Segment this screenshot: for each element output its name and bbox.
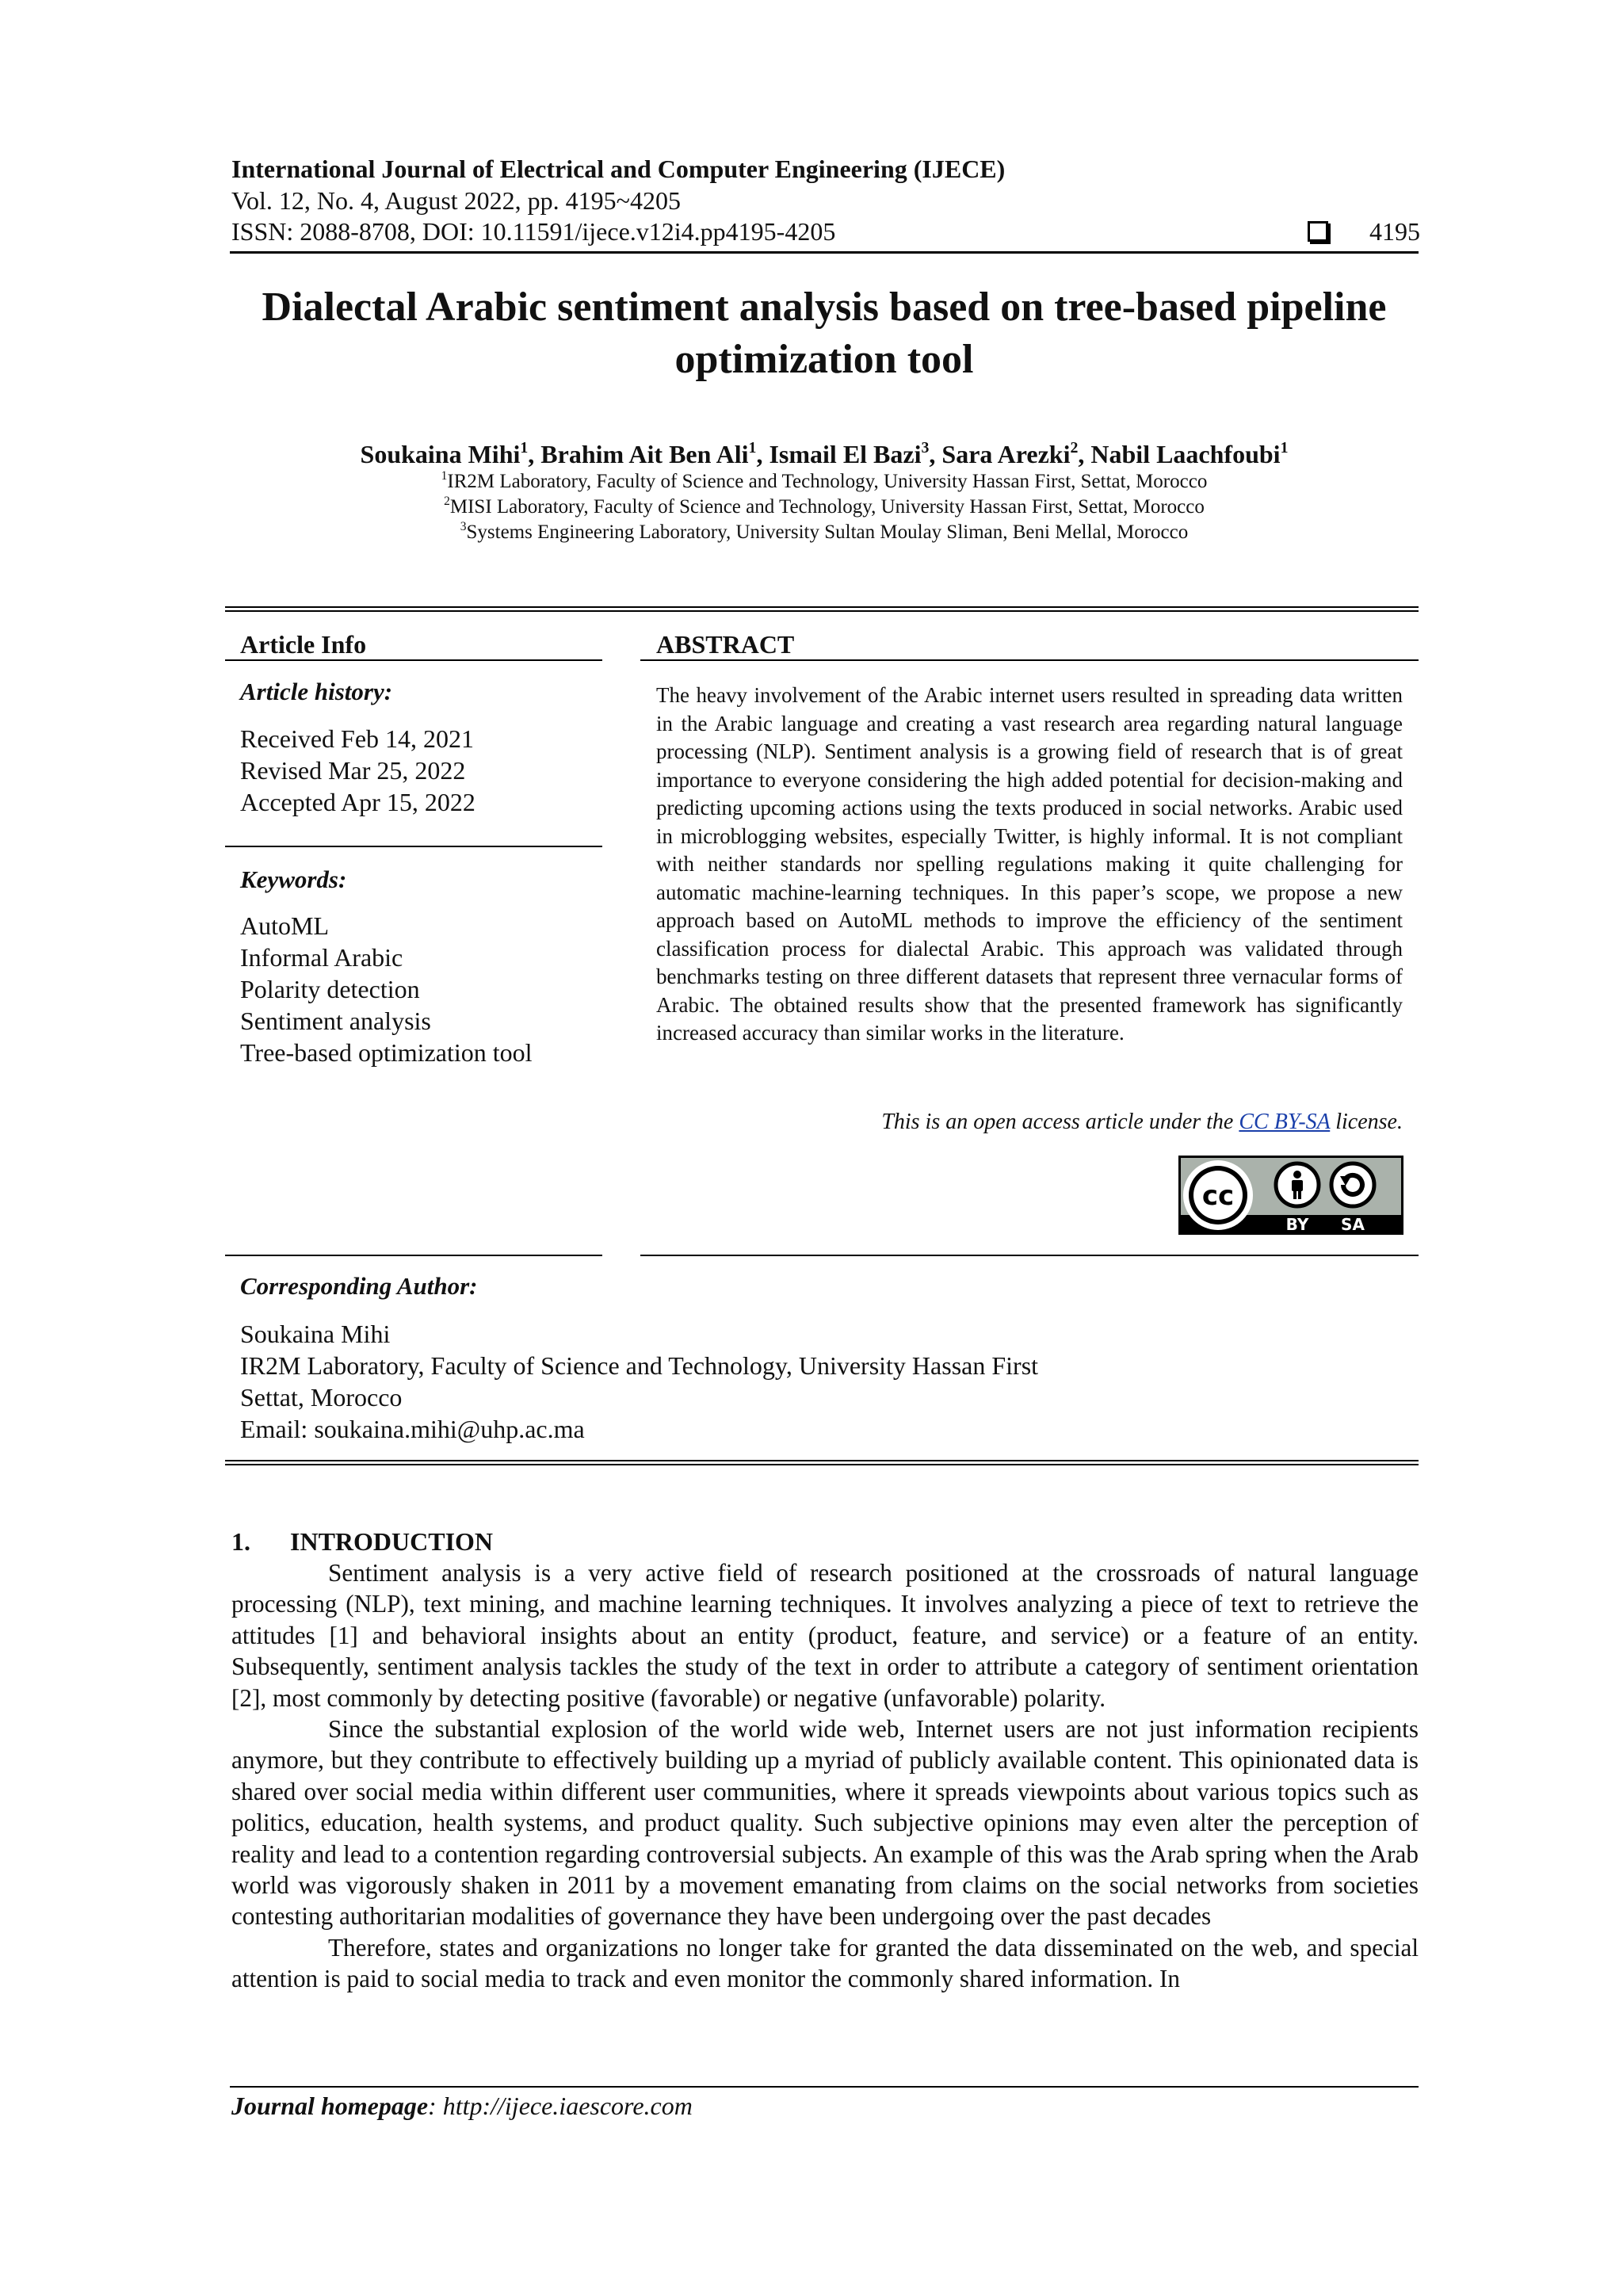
abstract-text: The heavy involvement of the Arabic internet users resulted in spreading data written in the Arabic language and creating a vast research area regarding natural language processing (NLP). Sentiment analysis is a growing field of research that is of great importance to everyone considering the high added potential for decision-making and predicting upcoming actions using the texts produced in social networks. Arabic used in microblogging websites, especially Twitter, is highly informal. It is not compliant with neither standards nor spelling regulations making it quite challenging for automatic machine-learning techniques. In this paper’s scope, we propose a new approach based on AutoML methods to improve the efficiency of the sentiment classification process for dialectal Arabic. This approach was validated through benchmarks testing on three different datasets that represent three vernacular forms of Arabic. The obtained results show that the presented framework has significantly increased accuracy than similar works in the literature. [656,683,1403,1045]
footer-rule [230,2086,1419,2088]
abstract-heading: ABSTRACT [656,630,795,659]
history-received: Received Feb 14, 2021 [240,724,475,753]
author-name: Ismail El Bazi [769,440,922,468]
footer-label: Journal homepage [231,2092,429,2120]
header-rule [230,251,1419,254]
author-affil-sup: 2 [1070,439,1079,457]
keywords-heading: Keywords: [240,865,347,893]
keywords-rule [225,846,602,847]
author-affil-sup: 1 [520,439,529,457]
infobox-bottom-rule [225,1460,1419,1461]
paper-title: Dialectal Arabic sentiment analysis based on tree-based pipeline optimization tool [262,285,1387,382]
author-name: Nabil Laachfoubi [1090,440,1281,468]
affiliation: $^1$IR2M Laboratory, Faculty of Science and Technology, University Hassan First, Settat, Morocco [441,468,1208,492]
keyword: Tree-based optimization tool [240,1038,533,1067]
article-info-bottom-rule [225,1255,602,1256]
infobox-top-rule [225,606,1419,608]
paragraph: Therefore, states and organizations no longer take for granted the data disseminated on the web, and special attention is paid to social media to track and even monitor the commonly shared information. In [231,1933,1419,1993]
cc-by-sa-badge[interactable] [1178,1156,1403,1235]
history-revised: Revised Mar 25, 2022 [240,756,466,785]
author-affil-sup: 1 [748,439,757,457]
author-name: Soukaina Mihi [360,440,521,468]
article-history-heading: Article history: [240,678,393,705]
cc-icon-label: cc [1201,1180,1235,1212]
corresponding-name: Soukaina Mihi [240,1320,391,1348]
by-label: BY [1285,1215,1309,1234]
footer-url[interactable]: : http://ijece.iaescore.com [428,2092,693,2120]
corresponding-heading: Corresponding Author: [240,1272,478,1300]
keyword: Polarity detection [240,975,420,1003]
keyword-list [240,910,533,1068]
square-bullet-icon [1308,221,1328,242]
corresponding-location: Settat, Morocco [240,1383,403,1412]
article-history [240,723,475,818]
abstract-bottom-rule [640,1255,1419,1256]
section-title: INTRODUCTION [290,1527,494,1556]
journal-homepage [231,2090,693,2122]
sa-share-alike-icon [1331,1163,1374,1206]
license-statement: This is an open access article under the CC BY-SA license. [881,1110,1403,1134]
author-name: Brahim Ait Ben Ali [540,440,749,468]
history-accepted: Accepted Apr 15, 2022 [240,788,475,816]
article-info-heading: Article Info [240,630,367,659]
journal-name: International Journal of Electrical and Computer Engineering (IJECE) [231,155,1006,183]
keyword: Sentiment analysis [240,1007,431,1035]
corresponding-author [240,1270,1038,1445]
license-link[interactable]: CC BY-SA [1239,1110,1331,1134]
corresponding-email[interactable]: Email: soukaina.mihi@uhp.ac.ma [240,1415,585,1443]
keyword: AutoML [240,911,329,940]
affiliation: $^3$Systems Engineering Laboratory, University Sultan Moulay Sliman, Beni Mellal, Morocco [460,519,1189,543]
author-affil-sup: 1 [1280,439,1289,457]
by-person-icon [1276,1163,1319,1206]
volume-line: Vol. 12, No. 4, August 2022, pp. 4195~4205 [231,186,681,215]
author-name: Sara Arezki [941,440,1071,468]
infobox-top-rule-double [225,610,1419,612]
issn-doi-line: ISSN: 2088-8708, DOI: 10.11591/ijece.v12i4.pp4195-4205 [231,217,836,246]
corresponding-affiliation: IR2M Laboratory, Faculty of Science and Technology, University Hassan First [240,1351,1039,1380]
sa-label: SA [1341,1215,1365,1234]
paragraph: Since the substantial explosion of the world wide web, Internet users are not just information recipients anymore, but they contribute to effectively building up a myriad of publicly available content. This opinionated data is shared over social media within different user communities, where it spreads viewpoints about various topics such as politics, education, health systems, and product quality. Such subjective opinions may even alter the perception of reality and lead to a contention regarding controversial subjects. An example of this was the Arab spring when the Arab world was vigorously shaken in 2011 by a movement emanating from claims on the social networks from societies contesting authoritarian modalities of governance they have been undergoing over the past decades [231,1715,1419,1931]
infobox-bottom-rule-double [225,1464,1419,1465]
author-list: Soukaina Mihi$^1$, Brahim Ait Ben Ali$^1$, Ismail El Bazi$^3$, Sara Arezki$^2$, Nabil Laachfoubi$^1$ [360,439,1289,468]
keyword: Informal Arabic [240,943,403,972]
abstract-rule [640,659,1419,661]
page-number: 4195 [1369,217,1420,246]
affiliation: $^2$MISI Laboratory, Faculty of Science and Technology, University Hassan First, Settat, Morocco [444,494,1205,518]
introduction-body [231,1557,1419,1995]
author-affil-sup: 3 [921,439,930,457]
article-info-rule [225,659,602,661]
paragraph: Sentiment analysis is a very active field of research positioned at the crossroads of natural language processing (NLP), text mining, and machine learning techniques. It involves analyzing a piece of text to retrieve the attitudes [1] and behavioral insights about an entity (product, feature, and service) or a feature of an entity. Subsequently, sentiment analysis tackles the study of the text in order to attribute a category of sentiment orientation [2], most commonly by detecting positive (favorable) or negative (unfavorable) polarity. [231,1559,1419,1712]
section-heading [231,1526,493,1557]
section-number: 1. [231,1527,250,1556]
